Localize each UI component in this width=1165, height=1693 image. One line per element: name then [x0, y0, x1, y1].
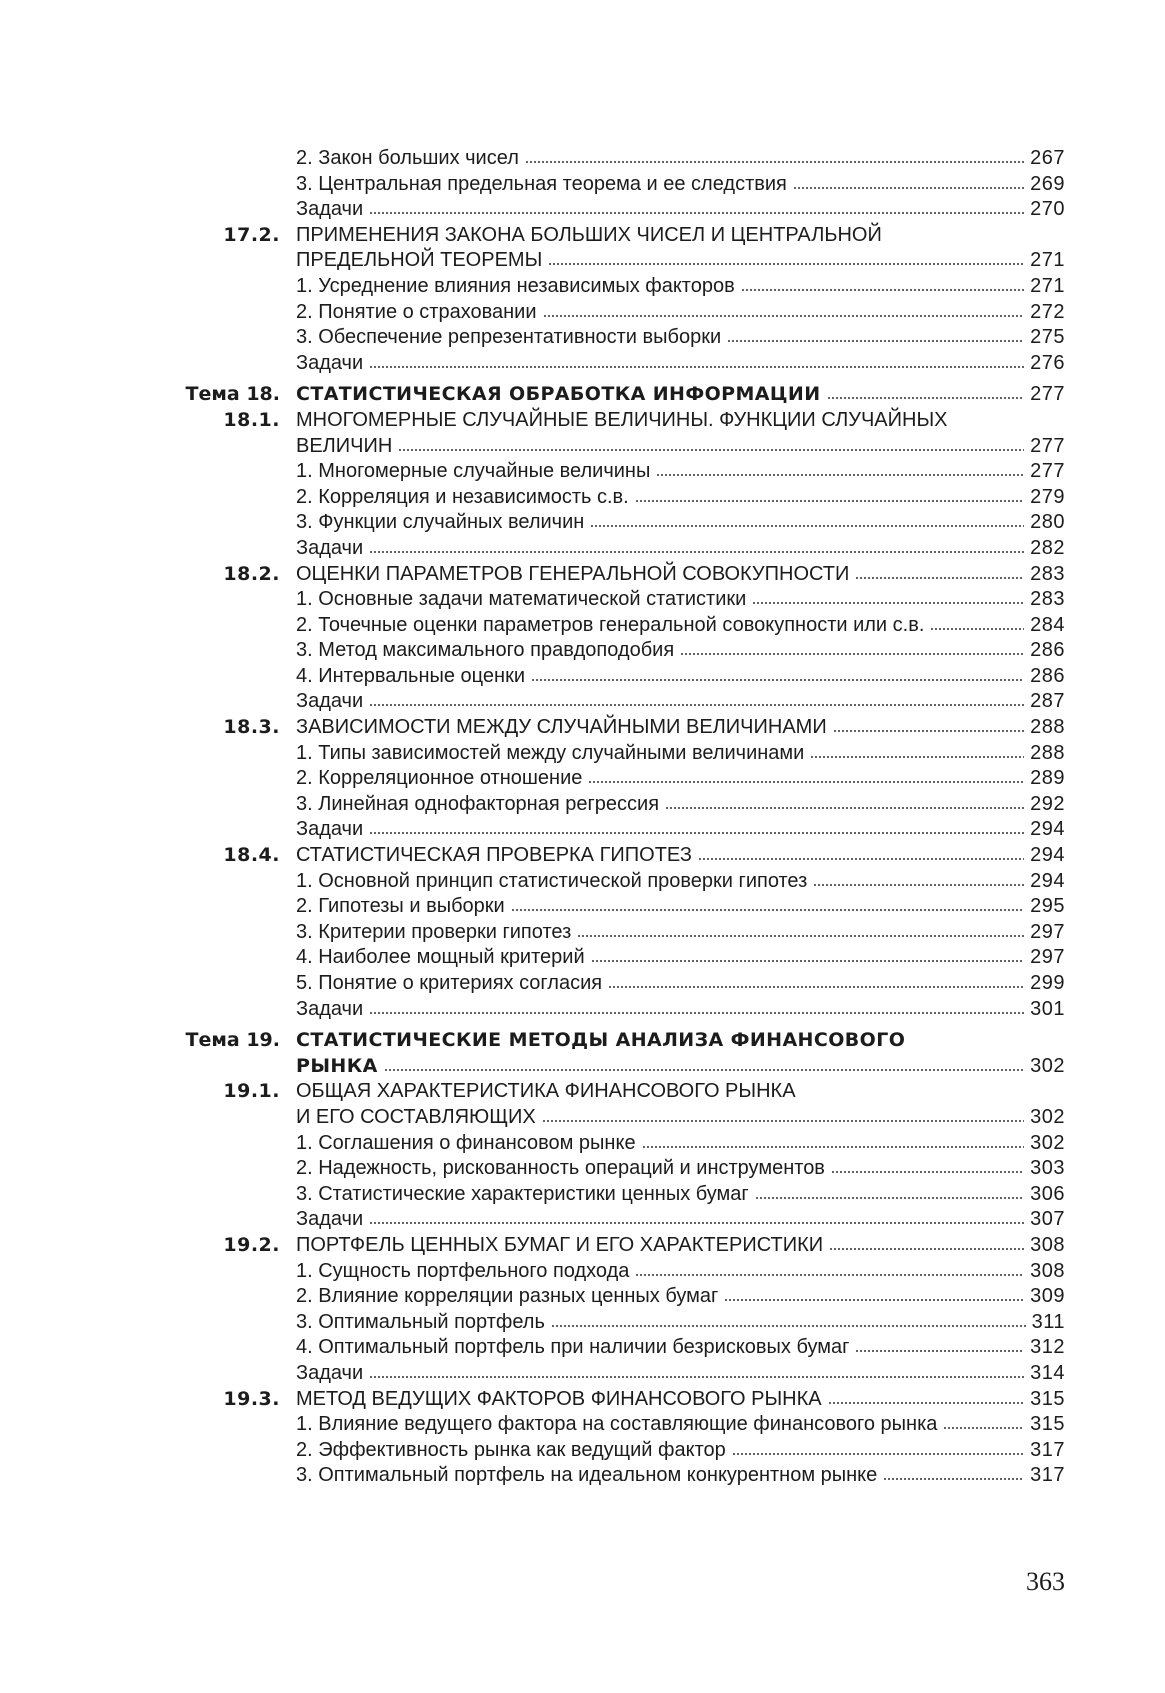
toc-entry-page: 287: [1030, 690, 1065, 713]
toc-entry-title: 1. Влияние ведущего фактора на составляющие финансового рынка: [296, 1413, 938, 1436]
dot-leader: [531, 678, 1024, 682]
dot-leader: [680, 652, 1024, 656]
toc-entry-page: 315: [1030, 1387, 1065, 1410]
toc-entry-title: 1. Соглашения о финансовом рынке: [296, 1131, 636, 1154]
toc-entry-page: 303: [1030, 1157, 1065, 1180]
toc-entry-number: 19.1.: [223, 1080, 280, 1103]
toc-entry-number: 17.2.: [223, 223, 280, 246]
toc-entry-page: 267: [1030, 147, 1065, 169]
toc-entry: [0, 792, 1165, 818]
dot-leader: [732, 1452, 1024, 1456]
toc-entry-title: Задачи: [296, 818, 364, 841]
toc-entry: [0, 945, 1165, 971]
dot-leader: [793, 186, 1024, 190]
toc-entry-page: 317: [1030, 1438, 1065, 1461]
toc-entry: [0, 843, 1165, 869]
toc-entry-page: 297: [1030, 946, 1065, 969]
toc-entry-page: 302: [1030, 1054, 1065, 1077]
toc-entry-title: 2. Корреляция и независимость с.в.: [296, 485, 629, 508]
toc-entry-title: 2. Закон больших чисел: [296, 147, 519, 169]
toc-entry: [0, 223, 1165, 249]
dot-leader: [542, 1119, 1024, 1123]
toc-entry-title: ПРЕДЕЛЬНОЙ ТЕОРЕМЫ: [296, 249, 543, 272]
toc-entry-title: 3. Функции случайных величин: [296, 511, 585, 534]
toc-entry-page: 302: [1030, 1105, 1065, 1128]
dot-leader: [511, 908, 1024, 912]
toc-entry: [0, 1105, 1165, 1131]
toc-entry: [0, 1438, 1165, 1464]
dot-leader: [588, 780, 1024, 784]
toc-entry-title: МНОГОМЕРНЫЕ СЛУЧАЙНЫЕ ВЕЛИЧИНЫ. ФУНКЦИИ СЛУЧАЙНЫХ: [296, 408, 948, 431]
toc-entry-title: 2. Эффективность рынка как ведущий фактор: [296, 1438, 726, 1461]
dot-leader: [755, 1196, 1024, 1200]
dot-leader: [543, 314, 1025, 318]
toc-entry-title: 3. Оптимальный портфель: [296, 1310, 545, 1333]
toc-entry-page: 302: [1030, 1131, 1065, 1154]
dot-leader: [752, 601, 1024, 605]
toc-entry-title: 2. Понятие о страховании: [296, 300, 537, 323]
toc-entry-page: 309: [1030, 1285, 1065, 1308]
toc-entry-title: МЕТОД ВЕДУЩИХ ФАКТОРОВ ФИНАНСОВОГО РЫНКА: [296, 1387, 822, 1410]
toc-entry-title: СТАТИСТИЧЕСКИЕ МЕТОДЫ АНАЛИЗА ФИНАНСОВОГО: [296, 1029, 906, 1052]
toc-entry-title: Задачи: [296, 690, 364, 713]
toc-entry-page: 301: [1030, 997, 1065, 1020]
dot-leader: [943, 1426, 1024, 1430]
toc-entry: [0, 638, 1165, 664]
dot-leader: [698, 857, 1024, 861]
toc-entry: [0, 715, 1165, 741]
toc-entry-title: 4. Оптимальный портфель при наличии безрисковых бумаг: [296, 1336, 850, 1359]
toc-entry: [0, 274, 1165, 300]
toc-entry-page: 299: [1030, 972, 1065, 994]
toc-entry: [0, 562, 1165, 588]
toc-entry: [0, 510, 1165, 536]
toc-entry-page: 294: [1030, 869, 1065, 892]
dot-leader: [548, 262, 1024, 266]
toc-entry-page: 288: [1030, 716, 1065, 739]
page-number: 363: [1026, 1567, 1065, 1596]
toc-entry-title: Задачи: [296, 1361, 364, 1384]
toc-entry-page: 270: [1030, 198, 1065, 221]
dot-leader: [833, 729, 1024, 733]
toc-entry-page: 315: [1030, 1413, 1065, 1436]
toc-entry-title: 3. Оптимальный портфель на идеальном конкурентном рынке: [296, 1464, 878, 1487]
dot-leader: [665, 806, 1024, 810]
toc-entry-page: 283: [1030, 562, 1065, 585]
toc-entry-title: 3. Метод максимального правдоподобия: [296, 639, 675, 662]
dot-leader: [635, 499, 1024, 503]
toc-entry: [0, 587, 1165, 613]
toc-entry-page: 284: [1030, 613, 1065, 636]
toc-entry-page: 269: [1030, 172, 1065, 195]
toc-entry-title: ОЦЕНКИ ПАРАМЕТРОВ ГЕНЕРАЛЬНОЙ СОВОКУПНОСТИ: [296, 562, 850, 585]
toc-entry-number: 18.2.: [223, 562, 280, 585]
toc-entry: [0, 1131, 1165, 1157]
toc-entry-title: 4. Наиболее мощный критерий: [296, 946, 585, 969]
toc-entry: [0, 1259, 1165, 1285]
toc-entry: [0, 817, 1165, 843]
toc-entry-title: 4. Интервальные оценки: [296, 664, 525, 687]
toc-entry-title: 1. Многомерные случайные величины: [296, 460, 651, 483]
toc-entry: [0, 741, 1165, 767]
toc-entry-number: 18.1.: [223, 408, 280, 431]
toc-entry-page: 292: [1030, 792, 1065, 815]
toc-entry-title: 3. Линейная однофакторная регрессия: [296, 792, 660, 815]
toc-entry-title: ЗАВИСИМОСТИ МЕЖДУ СЛУЧАЙНЫМИ ВЕЛИЧИНАМИ: [296, 716, 827, 739]
dot-leader: [608, 985, 1024, 989]
dot-leader: [590, 524, 1024, 528]
toc-entry: [0, 1335, 1165, 1361]
toc-entry: [0, 382, 1165, 408]
toc-entry-page: 294: [1030, 818, 1065, 841]
toc-entry-page: 308: [1030, 1259, 1065, 1282]
toc-entry-title: 1. Типы зависимостей между случайными величинами: [296, 741, 805, 764]
toc-entry-page: 289: [1030, 767, 1065, 790]
toc-entry: [0, 351, 1165, 377]
toc-entry-title: СТАТИСТИЧЕСКАЯ ПРОВЕРКА ГИПОТЕЗ: [296, 844, 692, 867]
dot-leader: [525, 160, 1024, 164]
toc-entry-page: 294: [1030, 844, 1065, 867]
toc-entry-title: 3. Критерии проверки гипотез: [296, 920, 572, 943]
dot-leader: [591, 959, 1024, 963]
toc-entry-title: ПРИМЕНЕНИЯ ЗАКОНА БОЛЬШИХ ЧИСЕЛ И ЦЕНТРАЛЬНОЙ: [296, 223, 882, 246]
toc-entry: [0, 536, 1165, 562]
toc-entry-page: 288: [1030, 741, 1065, 764]
toc-entry-title: 2. Точечные оценки параметров генеральной совокупности или с.в.: [296, 613, 925, 636]
toc-entry: [0, 1463, 1165, 1489]
table-of-contents: [0, 146, 1165, 1489]
toc-entry: [0, 1079, 1165, 1105]
toc-entry: [0, 613, 1165, 639]
toc-entry-page: 307: [1030, 1208, 1065, 1231]
toc-entry-page: 275: [1030, 326, 1065, 349]
dot-leader: [635, 1273, 1024, 1277]
toc-entry-title: 1. Основные задачи математической статистики: [296, 588, 747, 611]
toc-entry: [0, 664, 1165, 690]
toc-entry-title: 1. Сущность портфельного подхода: [296, 1259, 630, 1282]
toc-entry-number: 19.2.: [223, 1233, 280, 1256]
toc-entry: [0, 1233, 1165, 1259]
dot-leader: [369, 703, 1024, 707]
toc-entry: [0, 1028, 1165, 1054]
dot-leader: [727, 339, 1024, 343]
toc-entry-page: 295: [1030, 895, 1065, 918]
toc-entry: [0, 894, 1165, 920]
toc-entry-page: 297: [1030, 920, 1065, 943]
toc-entry: [0, 325, 1165, 351]
toc-entry-title: 2. Влияние корреляции разных ценных бумаг: [296, 1285, 719, 1308]
toc-entry-title: 3. Обеспечение репрезентативности выборки: [296, 326, 722, 349]
toc-entry-title: ОБЩАЯ ХАРАКТЕРИСТИКА ФИНАНСОВОГО РЫНКА: [296, 1080, 796, 1103]
toc-entry: [0, 997, 1165, 1023]
toc-entry-number: 19.3.: [223, 1387, 280, 1410]
toc-entry: [0, 459, 1165, 485]
toc-entry-title: 2. Корреляционное отношение: [296, 767, 583, 790]
dot-leader: [577, 934, 1024, 938]
toc-entry-title: 5. Понятие о критериях согласия: [296, 972, 603, 994]
toc-entry-page: 282: [1030, 536, 1065, 559]
toc-entry: [0, 172, 1165, 198]
toc-entry: [0, 1387, 1165, 1413]
toc-entry-number: 18.4.: [223, 844, 280, 867]
dot-leader: [656, 473, 1024, 477]
toc-entry: [0, 1412, 1165, 1438]
toc-entry: [0, 248, 1165, 274]
toc-entry-page: 271: [1030, 249, 1065, 272]
toc-entry-title: Задачи: [296, 997, 364, 1020]
toc-entry-title: 3. Статистические характеристики ценных бумаг: [296, 1182, 749, 1205]
toc-entry-number: Тема 19.: [185, 1029, 280, 1052]
toc-entry: [0, 689, 1165, 715]
dot-leader: [831, 1170, 1024, 1174]
dot-leader: [369, 211, 1024, 215]
dot-leader: [551, 1324, 1026, 1328]
toc-entry-page: 277: [1030, 434, 1065, 457]
dot-leader: [930, 627, 1024, 631]
toc-entry: [0, 1310, 1165, 1336]
dot-leader: [369, 365, 1024, 369]
toc-entry-title: РЫНКА: [296, 1054, 378, 1077]
toc-entry: [0, 485, 1165, 511]
toc-entry-title: 2. Надежность, рискованность операций и инструментов: [296, 1157, 825, 1180]
toc-entry-title: И ЕГО СОСТАВЛЯЮЩИХ: [296, 1105, 536, 1128]
toc-entry: [0, 197, 1165, 223]
dot-leader: [883, 1477, 1024, 1481]
dot-leader: [855, 1349, 1024, 1353]
toc-entry-page: 314: [1030, 1361, 1065, 1384]
dot-leader: [741, 288, 1024, 292]
dot-leader: [369, 1375, 1024, 1379]
toc-entry-page: 306: [1030, 1182, 1065, 1205]
toc-entry: [0, 869, 1165, 895]
toc-entry: [0, 1054, 1165, 1080]
toc-entry-page: 276: [1030, 351, 1065, 374]
toc-entry: [0, 1207, 1165, 1233]
toc-entry: [0, 766, 1165, 792]
dot-leader: [828, 1401, 1025, 1405]
toc-entry-title: ПОРТФЕЛЬ ЦЕННЫХ БУМАГ И ЕГО ХАРАКТЕРИСТИКИ: [296, 1233, 824, 1256]
toc-entry: [0, 971, 1165, 997]
toc-entry-page: 280: [1030, 511, 1065, 534]
toc-entry: [0, 408, 1165, 434]
dot-leader: [810, 755, 1024, 759]
dot-leader: [827, 396, 1025, 400]
dot-leader: [369, 550, 1024, 554]
dot-leader: [398, 448, 1024, 452]
toc-entry-page: 272: [1030, 300, 1065, 323]
toc-entry-page: 317: [1030, 1464, 1065, 1487]
toc-entry: [0, 1182, 1165, 1208]
toc-entry: [0, 1284, 1165, 1310]
toc-entry-title: Задачи: [296, 351, 364, 374]
toc-entry-number: Тема 18.: [185, 383, 280, 406]
dot-leader: [369, 1011, 1024, 1015]
toc-entry-title: 2. Гипотезы и выборки: [296, 895, 505, 918]
toc-entry-page: 286: [1030, 639, 1065, 662]
toc-entry-title: 3. Центральная предельная теорема и ее следствия: [296, 172, 787, 195]
toc-entry: [0, 434, 1165, 460]
toc-entry: [0, 1156, 1165, 1182]
toc-entry-page: 312: [1030, 1336, 1065, 1359]
toc-entry-title: Задачи: [296, 536, 364, 559]
toc-entry-page: 311: [1031, 1310, 1065, 1333]
toc-entry-page: 271: [1030, 274, 1065, 297]
dot-leader: [829, 1247, 1024, 1251]
dot-leader: [369, 1221, 1024, 1225]
toc-entry-page: 283: [1030, 588, 1065, 611]
toc-entry-title: СТАТИСТИЧЕСКАЯ ОБРАБОТКА ИНФОРМАЦИИ: [296, 383, 821, 406]
toc-entry: [0, 920, 1165, 946]
toc-entry-page: 286: [1030, 664, 1065, 687]
toc-entry-title: ВЕЛИЧИН: [296, 434, 393, 457]
toc-entry-page: 277: [1030, 460, 1065, 483]
dot-leader: [384, 1068, 1024, 1072]
dot-leader: [369, 831, 1024, 835]
toc-entry: [0, 146, 1165, 172]
dot-leader: [642, 1145, 1025, 1149]
toc-entry-page: 279: [1030, 485, 1065, 508]
toc-entry-title: 1. Усреднение влияния независимых факторов: [296, 274, 735, 297]
dot-leader: [724, 1298, 1024, 1302]
toc-entry-title: 1. Основной принцип статистической проверки гипотез: [296, 869, 808, 892]
toc-entry-page: 277: [1030, 383, 1065, 406]
dot-leader: [855, 576, 1024, 580]
toc-entry-number: 18.3.: [223, 716, 280, 739]
dot-leader: [813, 883, 1024, 887]
toc-entry-title: Задачи: [296, 198, 364, 221]
toc-entry-page: 308: [1030, 1233, 1065, 1256]
toc-entry-title: Задачи: [296, 1208, 364, 1231]
toc-entry: [0, 1361, 1165, 1387]
toc-entry: [0, 300, 1165, 326]
